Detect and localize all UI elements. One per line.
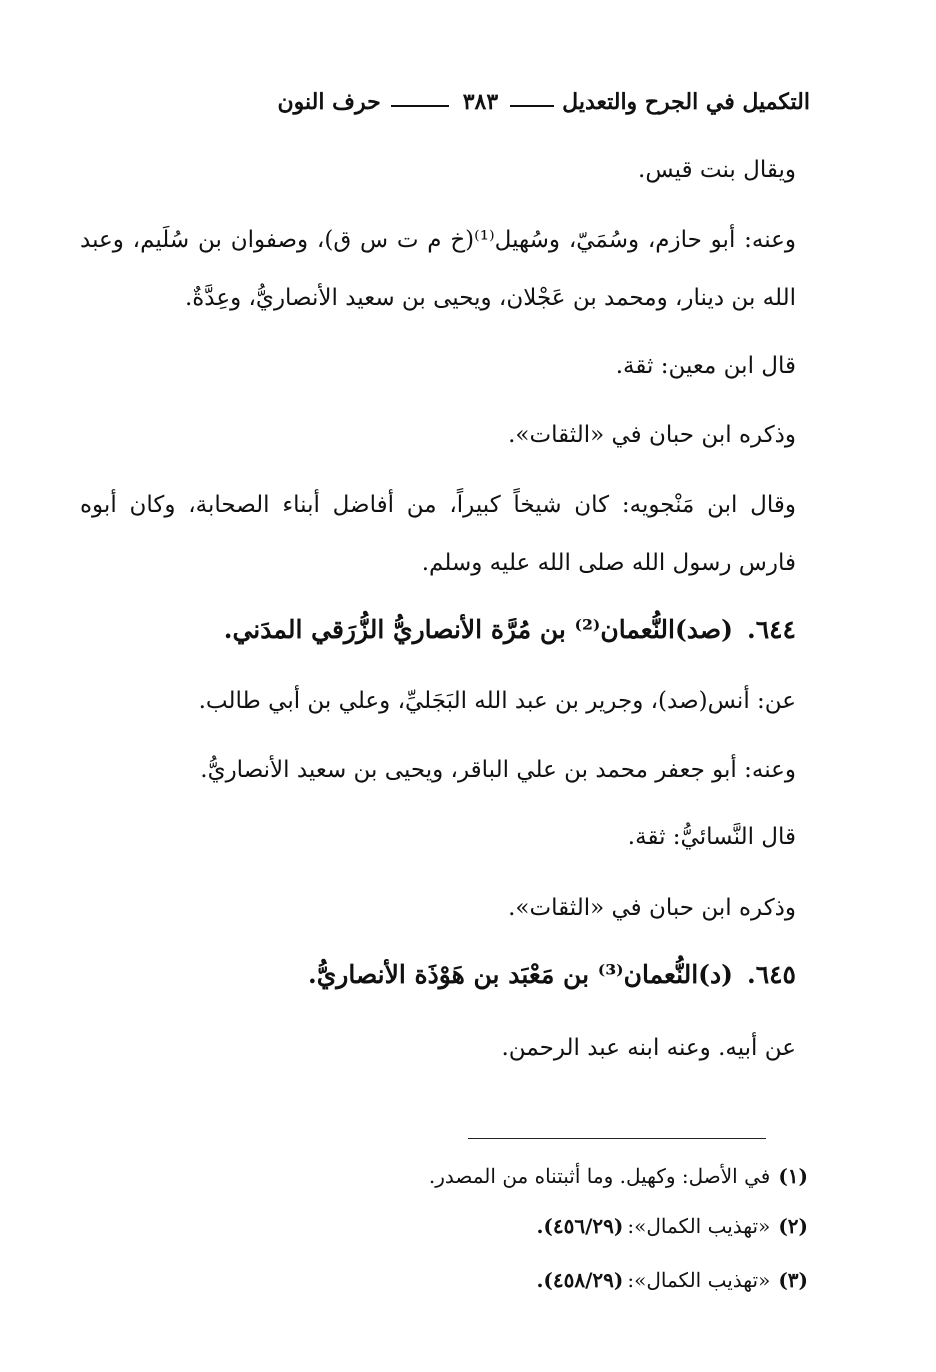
text-line: عن أبيه. وعنه ابنه عبد الرحمن. bbox=[501, 1035, 796, 1061]
footnote bbox=[536, 1212, 808, 1240]
entry-name: (د)النُّعمان⁽³⁾ بن مَعْبَد بن هَوْذَة الأنصاريُّ. bbox=[307, 960, 733, 989]
entry-heading bbox=[224, 613, 796, 647]
text-line: عن: أنس(صد)، وجرير بن عبد الله البَجَليِّ، وعلي بن أبي طالب. bbox=[198, 688, 796, 714]
entry-name: (صد)النُّعمان⁽²⁾ بن مُرَّة الأنصاريُّ الزُّرَقي المدَني. bbox=[223, 615, 733, 644]
text-line: وذكره ابن حبان في «الثقات». bbox=[508, 422, 796, 448]
text-line: وذكره ابن حبان في «الثقات». bbox=[508, 895, 796, 921]
footnote-text: «تهذيب الكمال»: bbox=[627, 1214, 771, 1238]
entry-number: ٦٤٥. bbox=[746, 960, 796, 989]
footnote-reference: (٤٥٨/٢٩). bbox=[536, 1268, 624, 1292]
footnote-reference: (٤٥٦/٢٩). bbox=[536, 1214, 624, 1238]
entry-heading bbox=[308, 958, 796, 992]
footnote-text: «تهذيب الكمال»: bbox=[627, 1268, 771, 1292]
text-line: وقال ابن مَنْجويه: كان شيخاً كبيراً، من أفاضل أبناء الصحابة، وكان أبوه bbox=[80, 492, 796, 518]
footnote bbox=[429, 1162, 808, 1190]
entry-number: ٦٤٤. bbox=[746, 615, 796, 644]
text-line: وعنه: أبو جعفر محمد بن علي الباقر، ويحيى بن سعيد الأنصاريُّ. bbox=[200, 757, 796, 783]
text-line: قال ابن معين: ثقة. bbox=[615, 353, 796, 379]
footnote-separator bbox=[468, 1138, 766, 1139]
header-dash bbox=[391, 105, 449, 107]
page-number: ٣٨٣ bbox=[462, 89, 499, 115]
footnote-number: (٢) bbox=[778, 1214, 808, 1238]
book-title: التكميل في الجرح والتعديل bbox=[562, 89, 810, 115]
footnote bbox=[536, 1266, 808, 1294]
running-header bbox=[120, 82, 810, 122]
footnote-number: (٣) bbox=[778, 1268, 808, 1292]
text-line: وعنه: أبو حازم، وسُمَيّ، وسُهيل⁽¹⁾(خ م ت س ق)، وصفوان بن سُلَيم، وعبد bbox=[80, 227, 796, 253]
text-line: قال النَّسائيُّ: ثقة. bbox=[627, 824, 796, 850]
section-title: حرف النون bbox=[277, 89, 381, 115]
header-dash bbox=[510, 105, 554, 107]
footnote-number: (١) bbox=[778, 1164, 808, 1188]
text-line: ويقال بنت قيس. bbox=[638, 157, 796, 183]
text-line: الله بن دينار، ومحمد بن عَجْلان، ويحيى بن سعيد الأنصاريُّ، وعِدَّةٌ. bbox=[184, 285, 796, 311]
footnote-text: في الأصل: وكهيل. وما أثبتناه من المصدر. bbox=[428, 1164, 771, 1188]
text-line: فارس رسول الله صلى الله عليه وسلم. bbox=[421, 550, 796, 576]
